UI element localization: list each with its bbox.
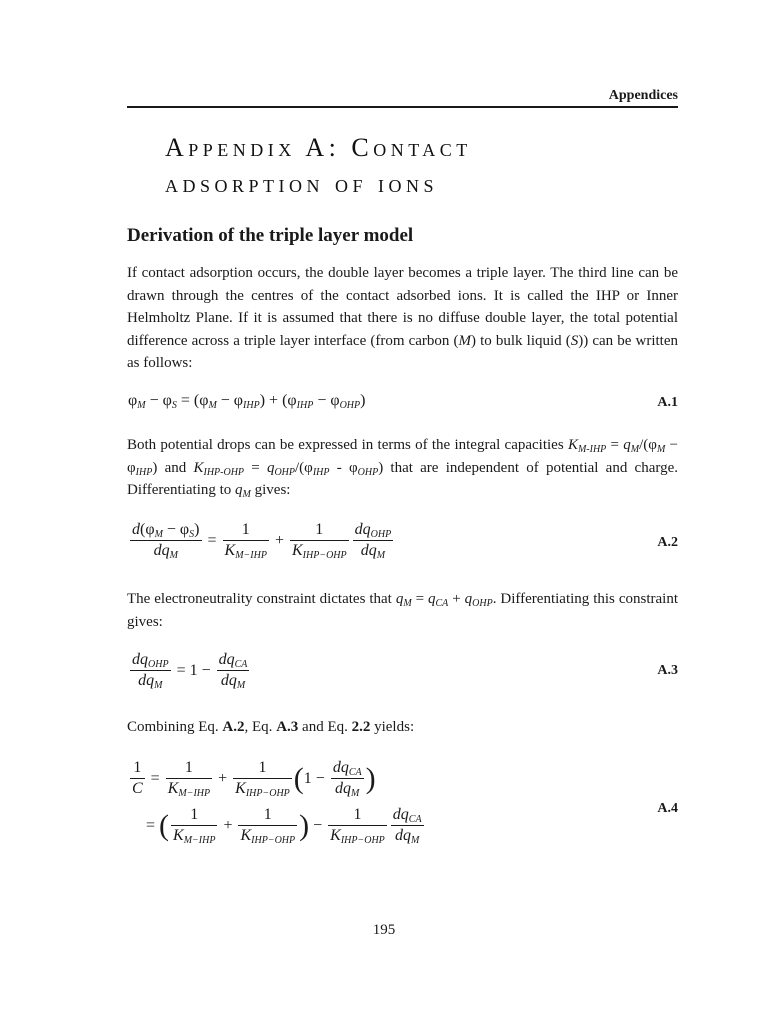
equation-a3: $\frac{dq_{OHP}}{dq_M}$ = 1 − $\frac{dq_{CA}}{dq_M}$ [132,651,248,691]
equation-a4-line-1: $\frac{1}{C}$ = $\frac{1}{K_{M-IHP}}$ + $\frac{1}{K_{IHP-OHP}}$ ( 1 − $\frac{dq_{CA}}{dq_M}$ ) [132,759,376,799]
p2-q3: q [235,482,243,498]
p2-text: ) and [152,459,194,476]
p2-q1-sub: M [630,444,640,455]
p3-text: The electroneutrality constraint dictates that [127,591,396,607]
header-rule [127,106,678,108]
equation-label-a3: A.3 [657,663,678,678]
p2-text: = [244,459,267,476]
p2-q2-sub: OHP [274,466,296,478]
p3-q1: q [395,591,404,607]
running-head: Appendices [608,88,678,103]
p2-text: - φ [329,459,358,476]
p3-q3: q [464,591,473,607]
equation-a2: $\frac{d(\varphi_M - \varphi_S)}{dq_M}$ = $\frac{1}{K_{M-IHP}}$ + $\frac{1}{K_{IHP-OHP}}$ $\frac{dq_{OHP}}{dq_M}$ [132,521,392,561]
p2-text: /(φ [295,459,313,476]
paragraph-2 [127,434,678,502]
equation-a1: $\varphi_M - \varphi_S = (\varphi_M - \varphi_{IHP}) + (\varphi_{IHP} - \varphi_{OHP})$ [128,392,366,411]
p4-ref-a3: A.3 [276,719,299,735]
equation-a4 [128,758,426,846]
paragraph-4 [127,716,678,739]
paragraph-1 [127,262,678,375]
page-number: 195 [372,922,396,938]
p2-text: = [606,437,624,453]
p3-text: = [411,591,429,607]
p4-text: yields: [370,719,415,735]
section-heading: Derivation of the triple layer model [127,225,414,246]
p2-q2: q [266,459,275,476]
p2-k1: K [567,437,578,453]
paragraph-3 [127,588,678,633]
p2-text: ) that are independent of potential and charge. Differentiating to [127,459,679,498]
equation-label-a1: A.1 [657,395,678,410]
equation-label-a4: A.4 [657,801,678,816]
appendix-title [165,130,472,202]
p4-text: , Eq. [244,719,277,735]
p2-q1: q [623,437,631,453]
equation-a4-line-2: = ( $\frac{1}{K_{M-IHP}}$ + $\frac{1}{K_{IHP-OHP}}$ ) − $\frac{1}{K_{IHP-OHP}}$ $\frac{dq_{CA}}{dq_M}$ [146,806,422,846]
p1-symbol-s: S [570,332,579,349]
title-line-2: adsorption of ions [165,169,439,198]
p2-k2: K [193,459,204,476]
p2-phi3-sub: IHP [312,466,330,478]
equation-label-a2: A.2 [657,535,678,550]
p1-text-1: If contact adsorption occurs, the double layer becomes a triple layer. The third line can be drawn through the centres of the contact adsorbed ions. It is called the IHP or Inner Helmholtz Plane. If it is assumed that there is no diffuse double layer, the total potential difference across a triple layer interface (from carbon ( [127,265,678,349]
p1-symbol-m: M [458,332,472,349]
p2-text: gives: [250,482,291,498]
p3-q1-sub: M [403,598,412,609]
p4-text: Combining Eq. [127,719,223,735]
p2-k2-sub: IHP-OHP [203,466,245,478]
p4-text: and Eq. [298,719,352,735]
p1-text-2: ) to bulk liquid ( [471,332,571,349]
p1-text-3: )) can be written as follows: [127,332,679,371]
title-line-1: Appendix A: Contact [165,133,472,162]
p3-q2: q [428,591,436,607]
p4-ref-a2: A.2 [222,719,245,735]
p2-phi2-sub: IHP [135,466,153,478]
p2-text: − φ [127,437,678,476]
p2-text: /(φ [639,437,657,453]
p3-q3-sub: OHP [472,598,493,609]
p3-text: . Differentiating this constraint gives: [127,591,678,630]
p2-phi1-sub: M [656,444,666,455]
p2-phi4-sub: OHP [357,466,379,478]
p2-text: Both potential drops can be expressed in terms of the integral capacities [127,437,568,453]
p3-q2-sub: CA [435,598,449,609]
p2-q3-sub: M [242,489,251,500]
p3-text: + [448,591,465,607]
p4-ref-2-2: 2.2 [351,719,371,735]
p2-k1-sub: M-IHP [577,444,607,455]
